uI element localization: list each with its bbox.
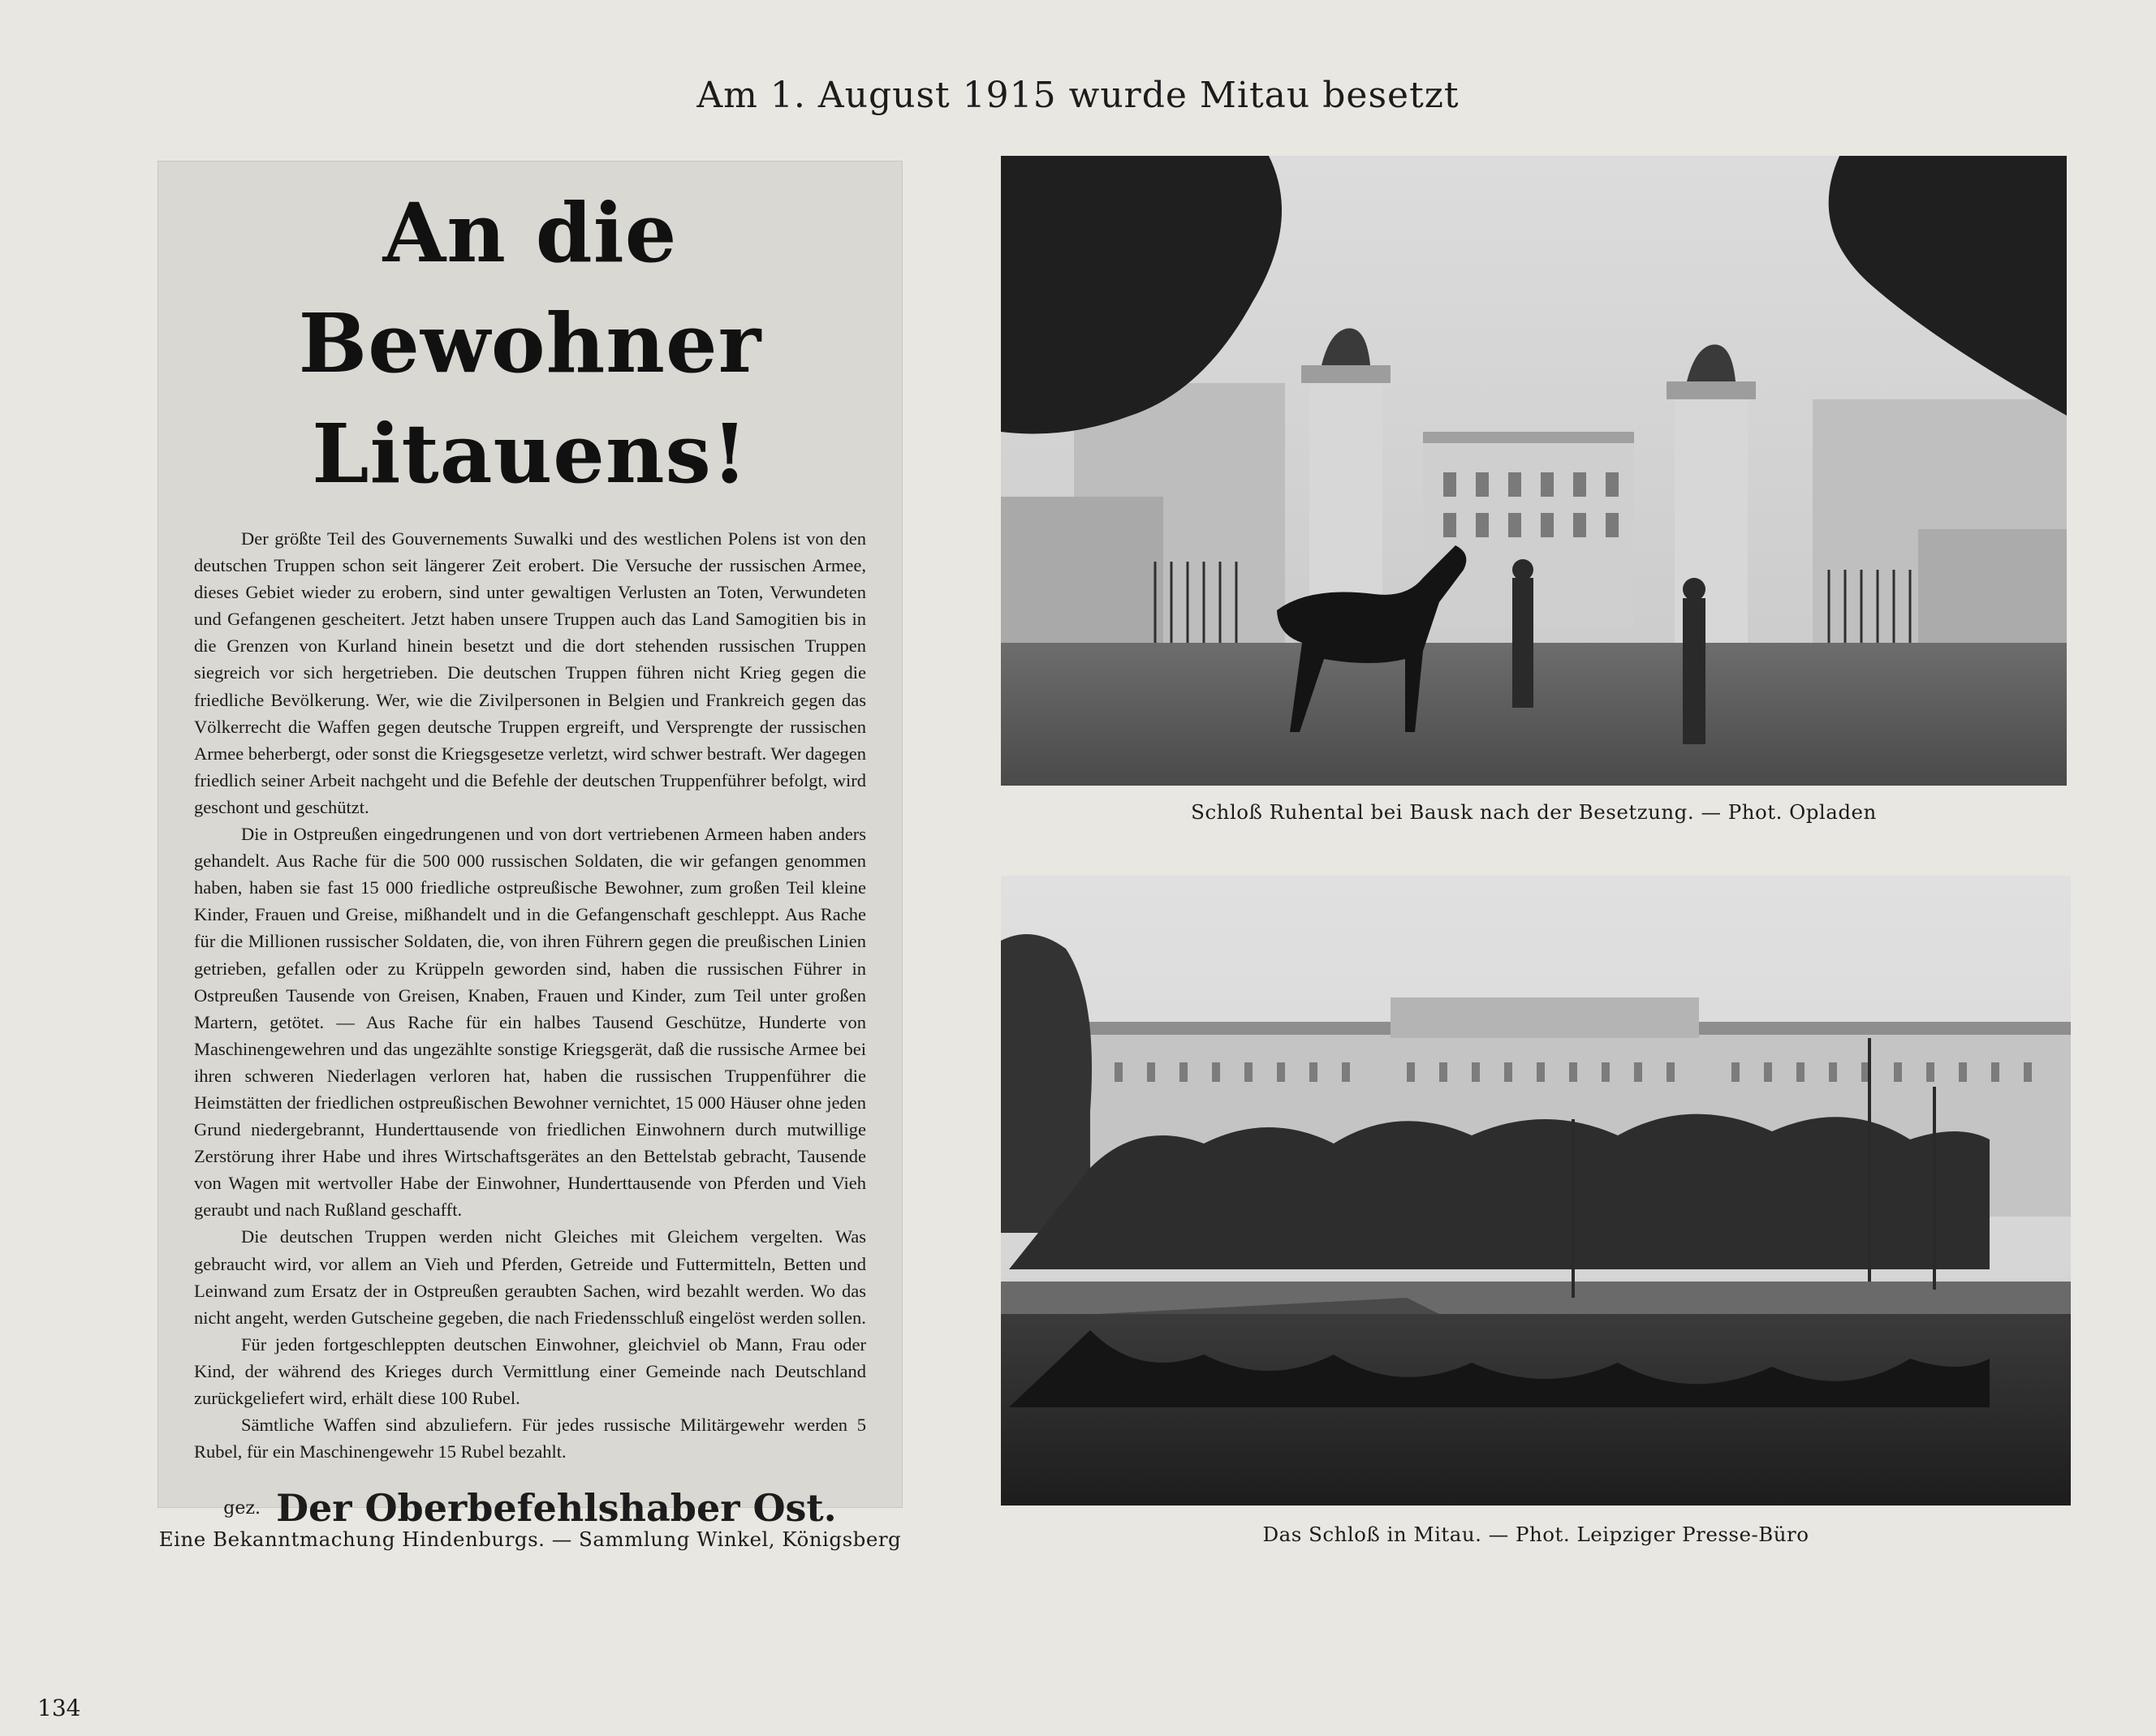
signature-prefix: gez. bbox=[223, 1497, 261, 1518]
page-header-title: Am 1. August 1915 wurde Mitau besetzt bbox=[696, 75, 1460, 116]
poster-title-line-1: An die Bewohner bbox=[298, 185, 762, 391]
poster-paragraph: Für jeden fortgeschleppten deutschen Einwohner, gleichviel ob Mann, Frau oder Kind, der während des Krieges durch Vermittlung einer Gemeinde nach Deutschland zurückgeliefert wird, erhält diese 100 Rubel. bbox=[194, 1333, 866, 1408]
photo-schloss-ruhental bbox=[1001, 156, 2067, 786]
photo-bottom-caption: Das Schloß in Mitau. — Phot. Leipziger Presse-Büro bbox=[1262, 1523, 1809, 1546]
poster-title-line-2: Litauens! bbox=[312, 406, 748, 502]
poster-body bbox=[194, 525, 866, 1465]
signature-name: Der Oberbefehlshaber Ost. bbox=[276, 1486, 837, 1531]
photo-top-caption: Schloß Ruhental bei Bausk nach der Besetzung. — Phot. Opladen bbox=[1191, 800, 1877, 824]
page-number: 134 bbox=[37, 1695, 81, 1721]
poster-paragraph: Die deutschen Truppen werden nicht Gleiches mit Gleichem vergelten. Was gebraucht wird, vor allem an Vieh und Pferden, Getreide und Futtermitteln, Betten und Leinwand zum Ersatz der in Ostpreußen geraubten Sachen, wird bezahlt werden. Wo das nicht angeht, werden Gutscheine gegeben, die nach Friedensschluß eingelöst werden sollen. bbox=[194, 1226, 866, 1328]
poster-paragraph: Sämtliche Waffen sind abzuliefern. Für jedes russische Militärgewehr werden 5 Rubel, für ein Maschinengewehr 15 Rubel bezahlt. bbox=[194, 1415, 866, 1462]
poster-title bbox=[194, 178, 866, 509]
proclamation-poster bbox=[157, 161, 903, 1531]
poster-caption: Eine Bekanntmachung Hindenburgs. — Sammlung Winkel, Königsberg bbox=[158, 1527, 902, 1551]
poster-paragraph: Der größte Teil des Gouvernements Suwalki und des westlichen Polens ist von den deutschen Truppen schon seit längerer Zeit erobert. Die Versuche der russischen Armee, dieses Gebiet wieder zu erobern, sind unter gewaltigen Verlusten an Toten, Verwundeten und Gefangenen gescheitert. Jetzt haben unsere Truppen auch das Land Samogitien bis in die Grenzen von Kurland hinein besetzt und die dort stehenden russischen Truppen siegreich vor sich hergetrieben. Die deutschen Truppen führen nicht Krieg gegen die friedliche Bevölkerung. Wer, wie die Zivilpersonen in Belgien und Frankreich gegen das Völkerrecht die Waffen gegen deutsche Truppen ergreift, und Versprengte der russischen Armee beherbergt, oder sonst die Kriegsgesetze verletzt, wird schwer bestraft. Wer dagegen friedlich seiner Arbeit nachgeht und die Befehle der deutschen Truppenführer befolgt, wird geschont und geschützt. bbox=[194, 528, 866, 817]
poster-paragraph: Die in Ostpreußen eingedrungenen und von dort vertriebenen Armeen haben anders gehandelt. Aus Rache für die 500 000 russischen Soldaten, die wir gefangen genommen haben, haben sie fast 15 000 friedliche ostpreußische Bewohner, zum großen Teil kleine Kinder, Frauen und Greise, mißhandelt und in die Gefangenschaft geschleppt. Aus Rache für die Millionen russischer Soldaten, die, von ihren Führern gegen die preußischen Linien getrieben, gefallen oder zu Krüppeln geworden sind, haben die russischen Führer in Ostpreußen Tausende von Greisen, Knaben, Frauen und Kinder, zum Teil unter großen Martern, getötet. — Aus Rache für ein halbes Tausend Geschütze, Hunderte von Maschinengewehren und das ungezählte sonstige Kriegsgerät, daß die russische Armee bei ihren schweren Niederlagen verloren hat, haben die russischen Truppenführer die Heimstätten der friedlichen ostpreußischen Bewohner vernichtet, 15 000 Häuser ohne jeden Grund niedergebrannt, Hunderttausende von friedlichen Einwohnern durch mutwillige Zerstörung ihrer Habe und ihres Wirtschaftsgerätes an den Bettelstab gebracht, Tausende von Wagen mit wertvoller Habe der Einwohner, Hunderttausende von Pferden und Vieh geraubt und nach Rußland geschafft. bbox=[194, 824, 866, 1221]
poster-signature bbox=[194, 1486, 866, 1530]
photo-schloss-mitau bbox=[1001, 876, 2071, 1506]
